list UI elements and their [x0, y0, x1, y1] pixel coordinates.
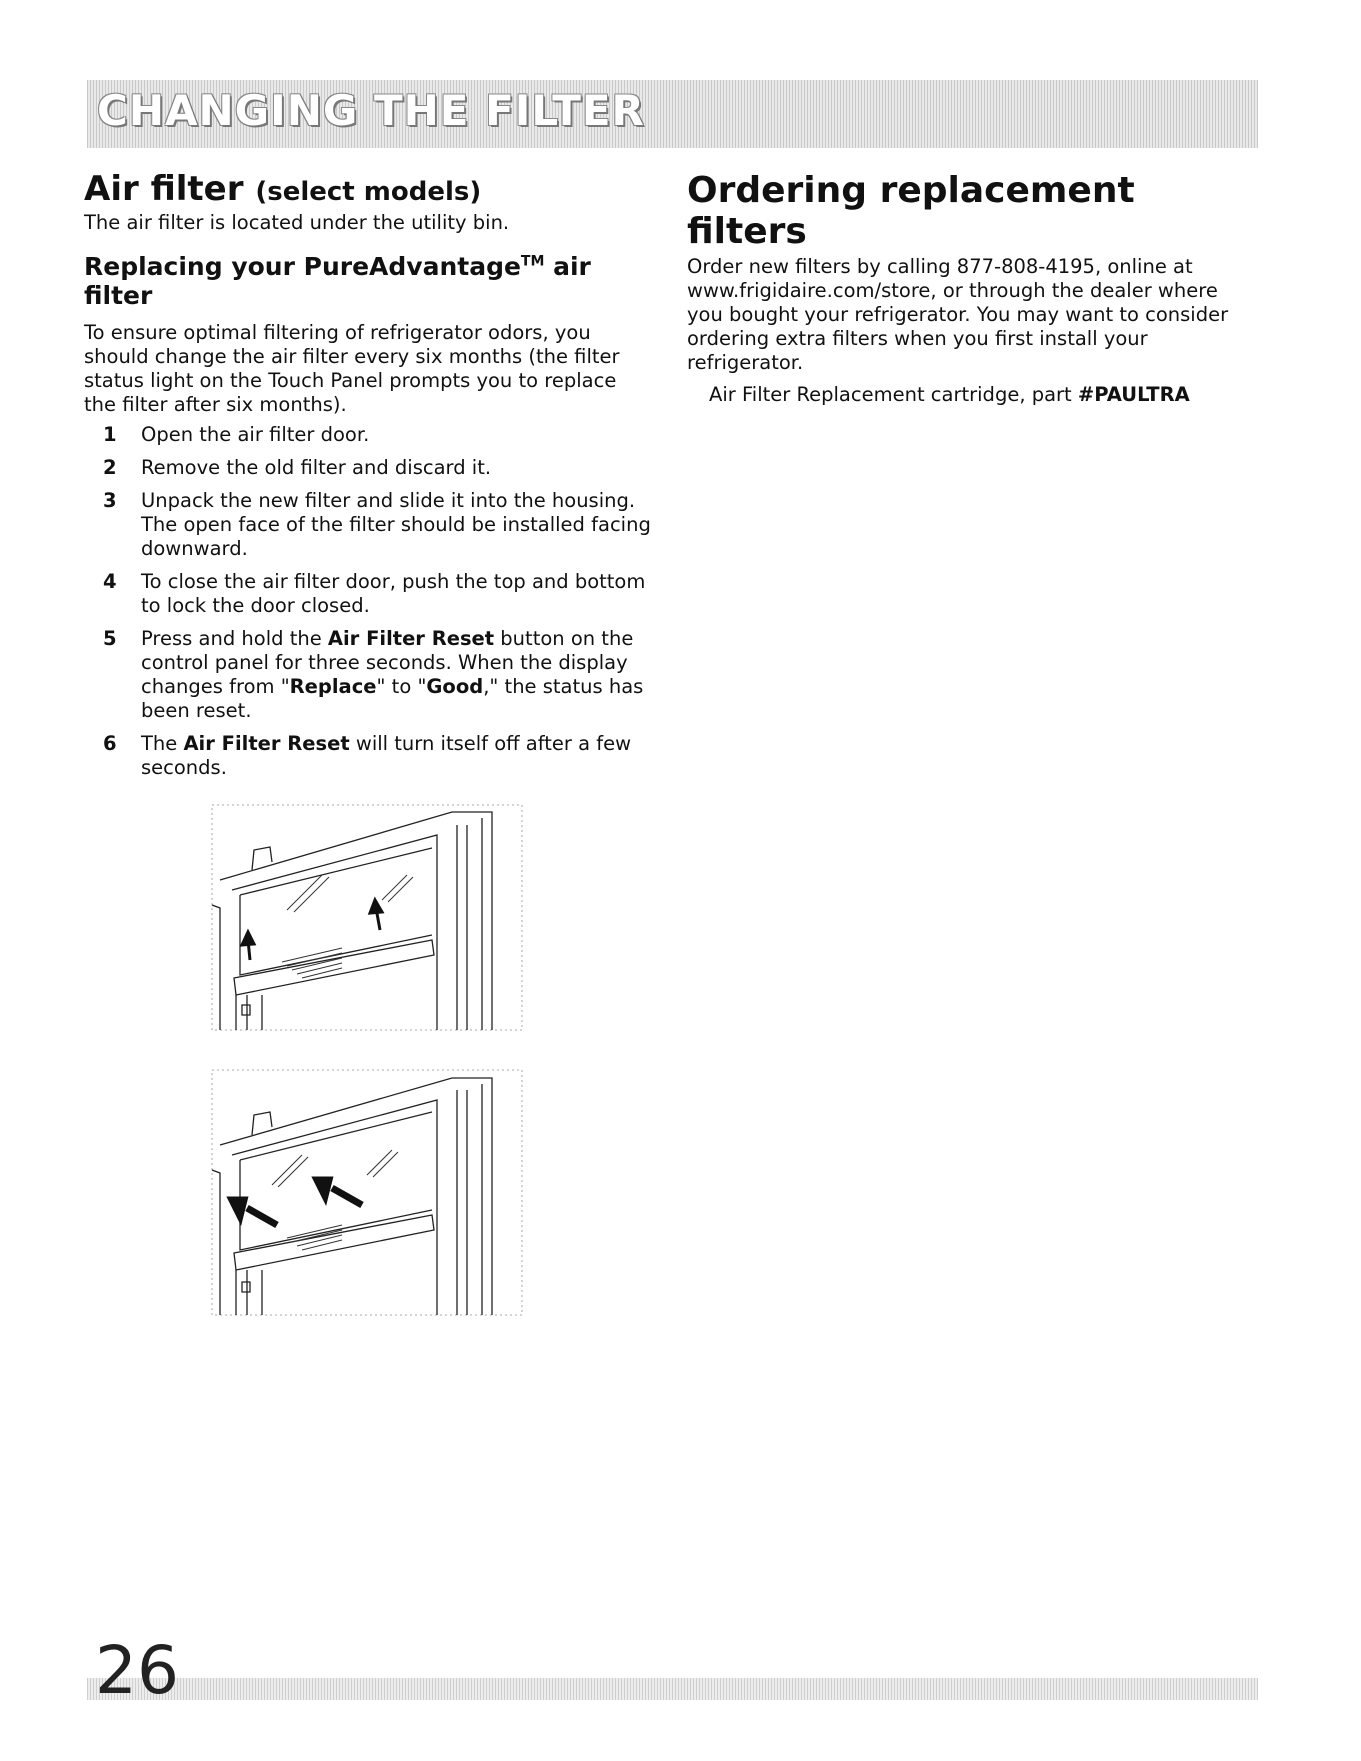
footer-bar [87, 1678, 1258, 1700]
step-item: 6 The Air Filter Reset will turn itself off after a few seconds. [103, 731, 632, 779]
step-item: 4 To close the air filter door, push the top and bottom to lock the door closed. [103, 569, 646, 617]
page-number: 26 [95, 1632, 179, 1709]
air-filter-column [84, 170, 654, 789]
step-item: 5 Press and hold the Air Filter Reset button on the control panel for three seconds. When the display changes from "Replace" to "Good," the status has been reset. [103, 626, 644, 722]
air-filter-heading: Air filter (select models) [84, 169, 482, 209]
step-item: 3 Unpack the new filter and slide it into the housing. The open face of the filter should be installed facing downward. [103, 488, 651, 560]
ordering-heading: Ordering replacement filters [687, 170, 1135, 253]
section-banner [87, 80, 1258, 148]
steps-list [84, 423, 654, 780]
ordering-column [687, 170, 1257, 406]
replacing-intro: To ensure optimal filtering of refrigerator odors, you should change the air filter every six months (the filter status light on the Touch Panel prompts you to replace the filter after six months). [84, 320, 620, 416]
part-number-line: Air Filter Replacement cartridge, part #PAULTRA [709, 382, 1190, 406]
banner-title: CHANGING THE FILTER [97, 86, 645, 135]
step-item: 2 Remove the old filter and discard it. [103, 455, 492, 479]
open-filter-door-illustration [192, 790, 532, 1035]
ordering-body: Order new filters by calling 877-808-4195, online at www.frigidaire.com/store, or through the dealer where you bought your refrigerator. You may want to consider ordering extra filters when you first install your refrigerator. [687, 254, 1229, 374]
air-filter-intro: The air filter is located under the utility bin. [84, 211, 510, 235]
step-item: 1 Open the air filter door. [103, 422, 370, 446]
replacing-heading: Replacing your PureAdvantage™ air filter [84, 252, 591, 310]
insert-filter-illustration [192, 1060, 532, 1318]
